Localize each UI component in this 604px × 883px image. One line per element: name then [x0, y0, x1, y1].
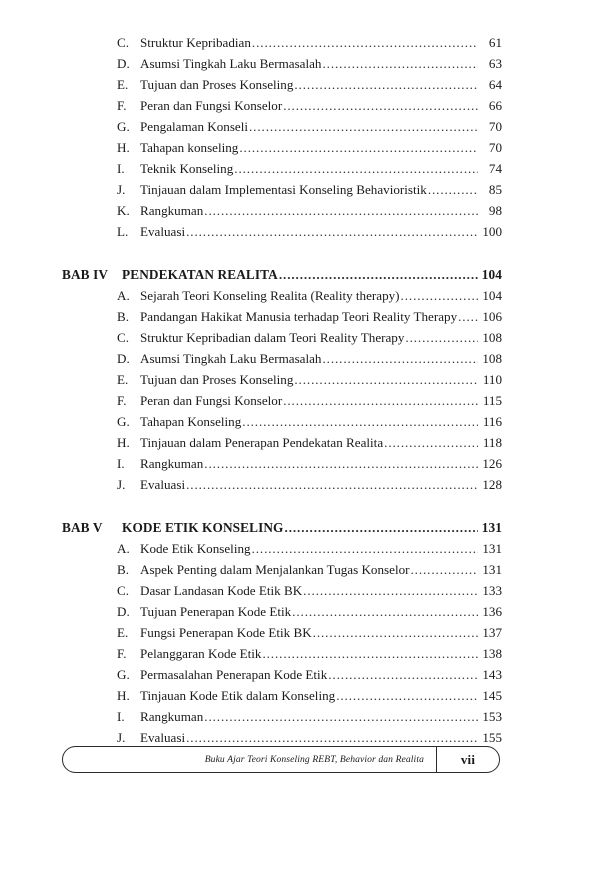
toc-entry-row — [62, 706, 502, 727]
toc-entry-letter: K. — [117, 203, 130, 218]
toc-entry-page-number: 106 — [482, 309, 502, 324]
toc-dot-leader — [283, 95, 478, 116]
toc-entry-title: Tujuan Penerapan Kode Etik — [140, 604, 292, 619]
toc-entry-page-number: 118 — [482, 435, 502, 450]
toc-entry-page-number: 110 — [482, 372, 502, 387]
toc-entry-title: Permasalahan Penerapan Kode Etik — [140, 667, 328, 682]
toc-dot-leader — [234, 158, 478, 179]
toc-dot-leader — [328, 664, 478, 685]
toc-dot-leader — [458, 306, 478, 327]
toc-entry-row — [62, 179, 502, 200]
toc-entry-title: Tahapan Konseling — [140, 414, 242, 429]
toc-entry-page-number: 133 — [482, 583, 502, 598]
toc-dot-leader — [279, 264, 478, 285]
toc-entry-page-number: 155 — [482, 730, 502, 745]
toc-entry-title: Struktur Kepribadian — [140, 35, 251, 50]
toc-entry-page-number: 131 — [482, 562, 502, 577]
toc-entry-row — [62, 200, 502, 221]
toc-entry-page-number: 126 — [482, 456, 502, 471]
toc-entry-letter: I. — [117, 456, 125, 471]
toc-dot-leader — [292, 601, 478, 622]
toc-entry-row — [62, 580, 502, 601]
toc-chapter-label: BAB IV — [62, 267, 109, 282]
toc-entry-page-number: 116 — [482, 414, 502, 429]
toc-entry-row — [62, 685, 502, 706]
toc-entry-title: Kode Etik Konseling — [140, 541, 251, 556]
toc-entry-title: Tahapan konseling — [140, 140, 239, 155]
toc-entry-row — [62, 538, 502, 559]
toc-entry-title: Tinjauan Kode Etik dalam Konseling — [140, 688, 336, 703]
toc-entry-page-number: 138 — [482, 646, 502, 661]
toc-dot-leader — [204, 706, 478, 727]
toc-entry-page-number: 64 — [488, 77, 502, 92]
toc-entry-title: Tinjauan dalam Implementasi Konseling Behavioristik — [140, 182, 427, 197]
toc-entry-letter: C. — [117, 330, 130, 345]
toc-entry-letter: E. — [117, 625, 129, 640]
toc-entry-letter: F. — [117, 646, 127, 661]
toc-chapter-page-number: 104 — [481, 267, 502, 282]
toc-entry-row — [62, 53, 502, 74]
toc-entry-page-number: 115 — [482, 393, 502, 408]
toc-dot-leader — [239, 137, 478, 158]
toc-dot-leader — [294, 74, 478, 95]
toc-entry-letter: H. — [117, 688, 130, 703]
toc-entry-row — [62, 411, 502, 432]
toc-entry-letter: F. — [117, 98, 127, 113]
toc-entry-row — [62, 474, 502, 495]
toc-entry-row — [62, 285, 502, 306]
toc-entry-page-number: 145 — [482, 688, 502, 703]
toc-entry-title: Peran dan Fungsi Konselor — [140, 393, 283, 408]
toc-entry-page-number: 108 — [482, 351, 502, 366]
toc-chapter-title: PENDEKATAN REALITA — [122, 267, 278, 282]
toc-dot-leader — [313, 622, 478, 643]
toc-dot-leader — [186, 221, 478, 242]
toc-entry-title: Pengalaman Konseli — [140, 119, 248, 134]
toc-entry-row — [62, 221, 502, 242]
toc-dot-leader — [186, 727, 478, 748]
toc-entry-row — [62, 432, 502, 453]
toc-entry-page-number: 104 — [482, 288, 502, 303]
toc-entry-row — [62, 453, 502, 474]
toc-entry-letter: G. — [117, 119, 130, 134]
footer-book-title: Buku Ajar Teori Konseling REBT, Behavior dan Realita — [204, 754, 424, 765]
toc-dot-leader — [401, 285, 478, 306]
toc-entry-letter: G. — [117, 414, 130, 429]
toc-entry-title: Teknik Konseling — [140, 161, 234, 176]
page-footer — [62, 746, 500, 773]
toc-entry-row — [62, 116, 502, 137]
toc-entry-page-number: 153 — [482, 709, 502, 724]
toc-entry-title: Rangkuman — [140, 203, 204, 218]
toc-entry-title: Sejarah Teori Konseling Realita (Reality therapy) — [140, 288, 400, 303]
toc-entry-letter: D. — [117, 351, 130, 366]
toc-entry-title: Pelanggaran Kode Etik — [140, 646, 262, 661]
toc-entry-page-number: 131 — [482, 541, 502, 556]
toc-entry-row — [62, 664, 502, 685]
toc-dot-leader — [428, 179, 478, 200]
toc-dot-leader — [384, 432, 478, 453]
toc-entry-page-number: 100 — [482, 224, 502, 239]
toc-entry-row — [62, 306, 502, 327]
toc-entry-letter: L. — [117, 224, 129, 239]
toc-entry-row — [62, 74, 502, 95]
toc-entry-page-number: 61 — [488, 35, 502, 50]
toc-dot-leader — [283, 390, 478, 411]
toc-entry-title: Rangkuman — [140, 456, 204, 471]
toc-dot-leader — [204, 453, 478, 474]
toc-dot-leader — [303, 580, 478, 601]
toc-entry-letter: A. — [117, 288, 130, 303]
chapter-gap — [62, 495, 502, 517]
toc-entry-page-number: 143 — [482, 667, 502, 682]
toc-entry-page-number: 70 — [488, 119, 502, 134]
toc-dot-leader — [249, 116, 478, 137]
chapter-gap — [62, 242, 502, 264]
toc-entry-letter: B. — [117, 309, 130, 324]
footer-spacer — [63, 747, 205, 772]
toc-entry-row — [62, 348, 502, 369]
toc-dot-leader — [242, 411, 478, 432]
toc-entry-page-number: 136 — [482, 604, 502, 619]
toc-entry-letter: C. — [117, 35, 130, 50]
toc-dot-leader — [336, 685, 478, 706]
toc-entry-letter: B. — [117, 562, 130, 577]
toc-entry-title: Dasar Landasan Kode Etik BK — [140, 583, 303, 598]
toc-entry-title: Fungsi Penerapan Kode Etik BK — [140, 625, 312, 640]
toc-entry-letter: D. — [117, 604, 130, 619]
toc-entry-row — [62, 137, 502, 158]
toc-entry-title: Tujuan dan Proses Konseling — [140, 372, 294, 387]
toc-entry-page-number: 70 — [488, 140, 502, 155]
toc-entry-row — [62, 327, 502, 348]
toc-entry-title: Aspek Penting dalam Menjalankan Tugas Konselor — [140, 562, 410, 577]
toc-entry-letter: C. — [117, 583, 130, 598]
toc-dot-leader — [204, 200, 478, 221]
toc-chapter-row — [62, 517, 502, 538]
toc-dot-leader — [410, 559, 478, 580]
toc-entry-row — [62, 32, 502, 53]
toc-entry-page-number: 66 — [488, 98, 502, 113]
toc-entry-row — [62, 643, 502, 664]
toc-entry-title: Struktur Kepribadian dalam Teori Reality Therapy — [140, 330, 405, 345]
toc-entry-row — [62, 369, 502, 390]
toc-entry-letter: E. — [117, 372, 129, 387]
toc-entry-title: Tujuan dan Proses Konseling — [140, 77, 294, 92]
toc-entry-letter: J. — [117, 730, 126, 745]
toc-entry-title: Evaluasi — [140, 730, 186, 745]
toc-entry-title: Evaluasi — [140, 477, 186, 492]
toc-entry-row — [62, 601, 502, 622]
toc-entry-letter: F. — [117, 393, 127, 408]
toc-entry-title: Asumsi Tingkah Laku Bermasalah — [140, 351, 322, 366]
toc-chapter-title: KODE ETIK KONSELING — [122, 520, 284, 535]
toc-entry-row — [62, 390, 502, 411]
toc-entry-title: Pandangan Hakikat Manusia terhadap Teori Reality Therapy — [140, 309, 458, 324]
toc-dot-leader — [262, 643, 478, 664]
toc-entry-letter: H. — [117, 435, 130, 450]
toc-entry-title: Asumsi Tingkah Laku Bermasalah — [140, 56, 322, 71]
toc-entry-title: Peran dan Fungsi Konselor — [140, 98, 283, 113]
toc-entry-letter: H. — [117, 140, 130, 155]
toc-dot-leader — [252, 32, 478, 53]
toc-entry-page-number: 128 — [482, 477, 502, 492]
toc-entry-title: Tinjauan dalam Penerapan Pendekatan Realita — [140, 435, 384, 450]
toc-entry-letter: J. — [117, 182, 126, 197]
toc-dot-leader — [186, 474, 478, 495]
toc-dot-leader — [322, 53, 478, 74]
toc-chapter-page-number: 131 — [481, 520, 502, 535]
toc-entry-letter: I. — [117, 709, 125, 724]
toc-entry-letter: J. — [117, 477, 126, 492]
toc-dot-leader — [405, 327, 478, 348]
toc-dot-leader — [294, 369, 478, 390]
toc-dot-leader — [285, 517, 478, 538]
toc-entry-page-number: 137 — [482, 625, 502, 640]
toc-entry-letter: G. — [117, 667, 130, 682]
toc-entry-page-number: 74 — [488, 161, 502, 176]
toc-entry-row — [62, 158, 502, 179]
footer-page-number: vii — [460, 751, 476, 767]
toc-chapter-label: BAB V — [62, 520, 103, 535]
toc-entry-letter: A. — [117, 541, 130, 556]
toc-entry-row — [62, 622, 502, 643]
toc-entry-title: Evaluasi — [140, 224, 186, 239]
toc-entry-page-number: 98 — [488, 203, 502, 218]
toc-entry-letter: I. — [117, 161, 125, 176]
toc-entry-page-number: 85 — [488, 182, 502, 197]
toc-entry-letter: E. — [117, 77, 129, 92]
toc-chapter-row — [62, 264, 502, 285]
toc-entry-row — [62, 727, 502, 748]
toc-entry-letter: D. — [117, 56, 130, 71]
toc-entry-row — [62, 95, 502, 116]
toc-entry-row — [62, 559, 502, 580]
table-of-contents — [62, 32, 502, 748]
toc-entry-page-number: 108 — [482, 330, 502, 345]
toc-dot-leader — [252, 538, 478, 559]
toc-entry-page-number: 63 — [488, 56, 502, 71]
toc-entry-title: Rangkuman — [140, 709, 204, 724]
toc-dot-leader — [322, 348, 478, 369]
